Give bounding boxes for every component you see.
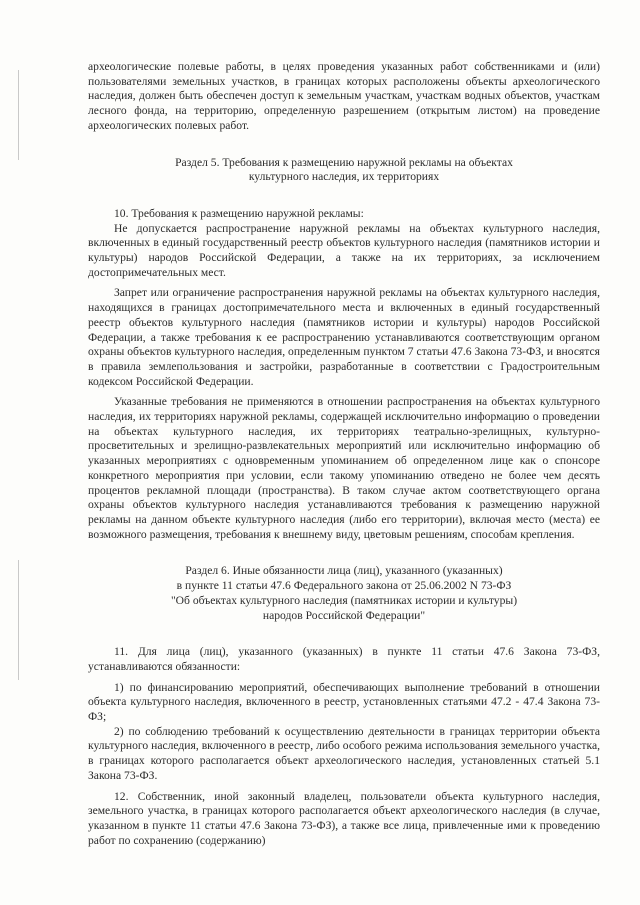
document-body [88, 60, 600, 848]
section-6-heading-line-3: "Об объектах культурного наследия (памятниках истории и культуры) [170, 593, 518, 607]
item-10-paragraph-3: Указанные требования не применяются в отношении распространения на объектах культурного наследия, их территориях наружной рекламы, содержащей исключительно информацию о проведении на объектах культурного наследия, их территориях театрально-зрелищных, культурно-просветительных и зрелищно-развлекательных мероприятий или исключительно информацию об указанных мероприятиях с одновременным упоминанием об определенном лице как о спонсоре конкретного мероприятия при условии, если такому упоминанию отведено не более чем десять процентов рекламной площади (пространства). В таком случае актом соответствующего органа охраны объектов культурного наследия устанавливаются требования к размещению наружной рекламы на данном объекте культурного наследия (либо его территории), включая место (места) ее возможного размещения, требования к внешнему виду, цветовым решениям, способам крепления. [88, 395, 600, 541]
section-5-heading-line-2: культурного наследия, их территориях [248, 170, 440, 184]
section-6-heading-line-4: народов Российской Федерации" [262, 608, 426, 622]
scan-margin-mark [18, 70, 19, 160]
section-5-heading-line-1: Раздел 5. Требования к размещению наружной рекламы на объектах [175, 155, 513, 169]
intro-paragraph: археологические полевые работы, в целях проведения указанных работ собственниками и (или) пользователями земельных участков, в границах которых расположены объекты археологического наследия, должен быть обеспечен доступ к земельным участкам, участкам водных объектов, участкам лесного фонда, на территорию, определенную разрешением (открытым листом) на проведение археологических полевых работ. [88, 60, 600, 132]
item-11-subitem-2: 2) по соблюдению требований к осуществлению деятельности в границах территории объекта культурного наследия, включенного в реестр, либо особого режима использования земельного участка, в границах которого располагается объект археологического наследия, установленных статьей 5.1 Закона 73-ФЗ. [88, 724, 600, 782]
item-11-subitem-1: 1) по финансированию мероприятий, обеспечивающих выполнение требований в отношении объекта культурного наследия, включенного в реестр, установленных статьями 47.2 - 47.4 Закона 73-ФЗ; [88, 680, 600, 724]
section-6-heading-line-1: Раздел 6. Иные обязанности лица (лиц), указанного (указанных) [185, 564, 503, 578]
section-6-heading-line-2: в пункте 11 статьи 47.6 Федерального закона от 25.06.2002 N 73-ФЗ [176, 579, 512, 593]
item-12-paragraph: 12. Собственник, иной законный владелец, пользователи объекта культурного наследия, земельного участка, в границах которого располагается объект археологического наследия (в случае, указанном в пункте 11 статьи 47.6 Закона 73-ФЗ), а также все лица, привлеченные ими к проведению работ по сохранению (содержанию) [88, 789, 600, 847]
item-11-paragraph: 11. Для лица (лиц), указанного (указанных) в пункте 11 статьи 47.6 Закона 73-ФЗ, устанавливаются обязанности: [88, 645, 600, 673]
item-10-paragraph-2: Запрет или ограничение распространения наружной рекламы на объектах культурного наследия, находящихся в границах достопримечательного места и включенных в единый государственный реестр объектов культурного наследия (памятников истории и культуры) народов Российской Федерации, а также требования к ее распространению устанавливаются соответствующим органом охраны объектов культурного наследия, определенным пунктом 7 статьи 47.6 Закона 73-ФЗ, и вносятся в правила землепользования и застройки, разработанные в соответствии с Градостроительным кодексом Российской Федерации. [88, 286, 600, 388]
scan-margin-mark [18, 560, 19, 680]
item-10-paragraph-1: Не допускается распространение наружной рекламы на объектах культурного наследия, включенных в единый государственный реестр объектов культурного наследия (памятников истории и культуры) народов Российской Федерации, а также на их территориях, за исключением достопримечательных мест. [88, 221, 600, 279]
item-10-title: 10. Требования к размещению наружной рекламы: [114, 206, 364, 220]
